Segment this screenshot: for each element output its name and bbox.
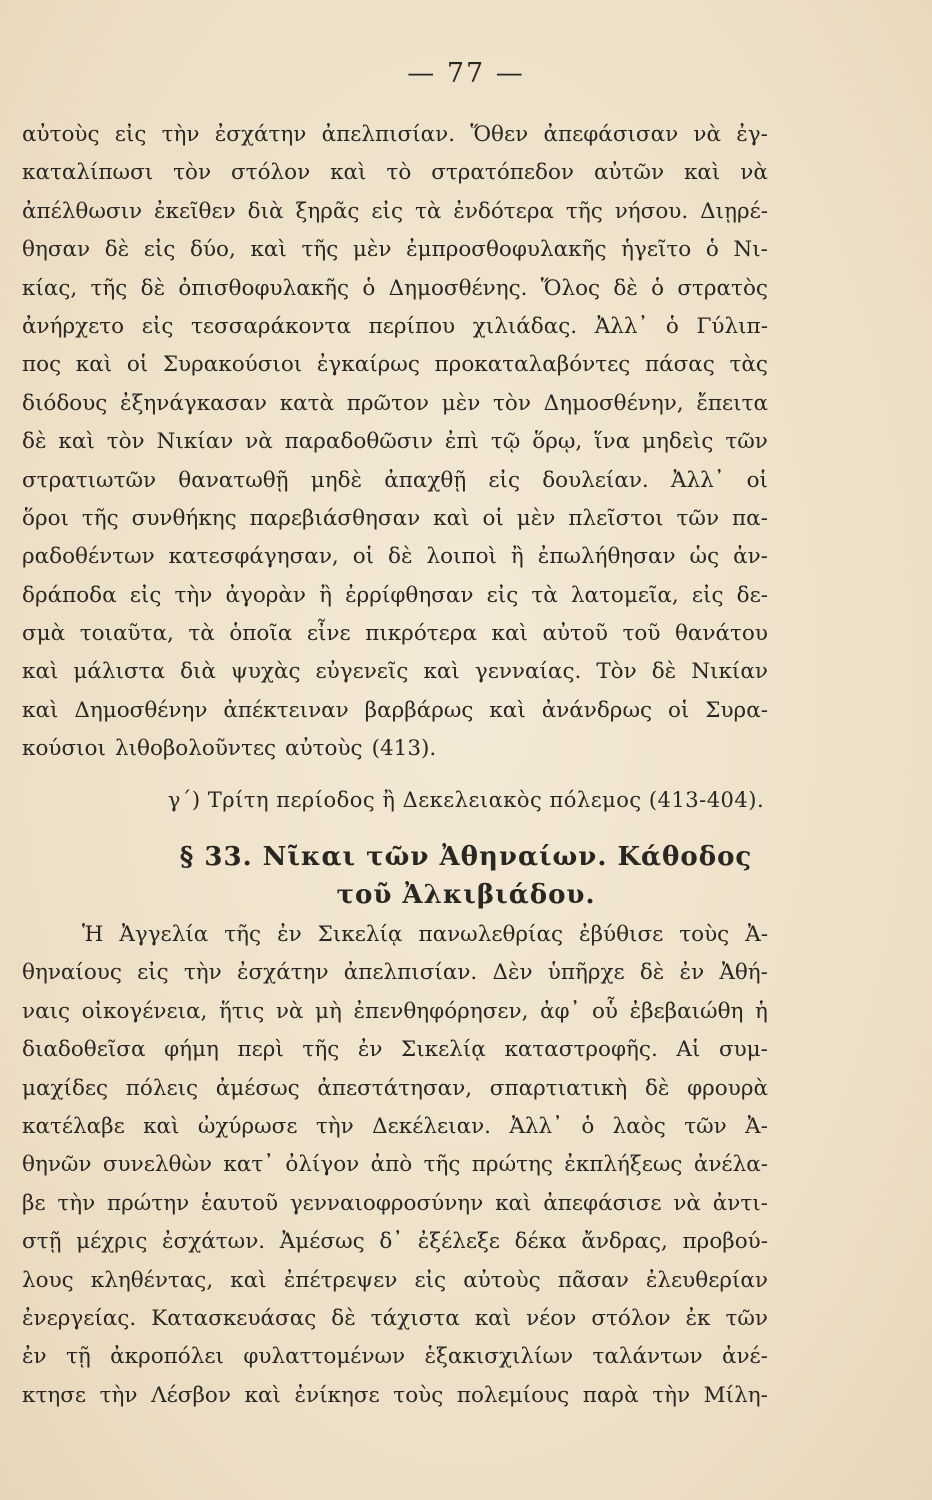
text-line: διαδοθεῖσα φήμη περὶ τῆς ἐν Σικελίᾳ καταστροφῆς. Αἱ συμ- [22, 1037, 768, 1063]
text-line: καταλίπωσι τὸν στόλον καὶ τὸ στρατόπεδον αὐτῶν καὶ νὰ [22, 160, 768, 186]
section-heading [0, 838, 932, 914]
text-line: μαχίδες πόλεις ἀμέσως ἀπεστάτησαν, σπαρτιατικὴ δὲ φρουρὰ [22, 1075, 768, 1101]
text-line: στῇ μέχρις ἐσχάτων. Ἀμέσως δ᾽ ἐξέλεξε δέκα ἄνδρας, προβού- [22, 1229, 768, 1255]
text-line: δράποδα εἰς τὴν ἀγορὰν ἢ ἐρρίφθησαν εἰς τὰ λατομεῖα, εἰς δε- [22, 582, 768, 608]
text-line: καὶ Δημοσθένην ἀπέκτειναν βαρβάρως καὶ ἀνάνδρως οἱ Συρα- [22, 697, 768, 723]
text-line: θηνῶν συνελθὼν κατ᾽ ὀλίγον ἀπὸ τῆς πρώτης ἐκπλήξεως ἀνέλα- [22, 1152, 768, 1178]
text-line: ὅροι τῆς συνθήκης παρεβιάσθησαν καὶ οἱ μὲν πλεῖστοι τῶν πα- [22, 505, 768, 531]
text-line: ἐνεργείας. Κατασκευάσας δὲ τάχιστα καὶ νέον στόλον ἐκ τῶν [22, 1305, 768, 1331]
section-heading-line-2: τοῦ Ἀλκιβιάδου. [336, 880, 596, 910]
text-line: ἀπέλθωσιν ἐκεῖθεν διὰ ξηρᾶς εἰς τὰ ἐνδότερα τῆς νήσου. Διῃρέ- [22, 198, 768, 224]
text-line: κίας, τῆς δὲ ὀπισθοφυλακῆς ὁ Δημοσθένης. Ὅλος δὲ ὁ στρατὸς [22, 275, 768, 301]
text-line: ἀνήρχετο εἰς τεσσαράκοντα περίπου χιλιάδας. Ἀλλ᾽ ὁ Γύλιπ- [22, 313, 768, 339]
text-line: σμὰ τοιαῦτα, τὰ ὁποῖα εἶνε πικρότερα καὶ αὐτοῦ τοῦ θανάτου [22, 621, 768, 647]
text-line: δὲ καὶ τὸν Νικίαν νὰ παραδοθῶσιν ἐπὶ τῷ ὅρῳ, ἵνα μηδεὶς τῶν [22, 429, 768, 455]
section-heading-line-1: § 33. Νῖκαι τῶν Ἀθηναίων. Κάθοδος [179, 842, 753, 872]
text-line: Ἡ Ἀγγελία τῆς ἐν Σικελίᾳ πανωλεθρίας ἐβύθισε τοὺς Ἀ- [82, 922, 768, 947]
paragraph-second [22, 916, 768, 1415]
text-line: θηναίους εἰς τὴν ἐσχάτην ἀπελπισίαν. Δὲν ὑπῆρχε δὲ ἐν Ἀθή- [22, 960, 768, 986]
page-number: — 77 — [407, 58, 525, 89]
text-line: αὐτοὺς εἰς τὴν ἐσχάτην ἀπελπισίαν. Ὅθεν ἀπεφάσισαν νὰ ἐγ- [22, 122, 768, 147]
text-line: θησαν δὲ εἰς δύο, καὶ τῆς μὲν ἐμπροσθοφυλακῆς ἡγεῖτο ὁ Νι- [22, 237, 768, 263]
text-line: ἐν τῇ ἀκροπόλει φυλαττομένων ἑξακισχιλίων ταλάντων ἀνέ- [22, 1344, 768, 1370]
text-line: ναις οἰκογένεια, ἥτις νὰ μὴ ἐπενθηφόρησεν, ἀφ᾽ οὗ ἐβεβαιώθη ἡ [22, 998, 768, 1024]
paragraph-first [22, 116, 768, 769]
text-line: καὶ μάλιστα διὰ ψυχὰς εὐγενεῖς καὶ γενναίας. Τὸν δὲ Νικίαν [22, 659, 768, 685]
text-line: κούσιοι λιθοβολοῦντες αὐτοὺς (413). [22, 736, 437, 762]
text-line: κατέλαβε καὶ ὠχύρωσε τὴν Δεκέλειαν. Ἀλλ᾽ ὁ λαὸς τῶν Ἀ- [22, 1113, 768, 1139]
text-line: στρατιωτῶν θανατωθῇ μηδὲ ἀπαχθῇ εἰς δουλείαν. Ἀλλ᾽ οἱ [22, 467, 768, 493]
text-line: πος καὶ οἱ Συρακούσιοι ἐγκαίρως προκαταλαβόντες πάσας τὰς [22, 352, 768, 378]
text-line: κτησε τὴν Λέσβον καὶ ἐνίκησε τοὺς πολεμίους παρὰ τὴν Μίλη- [22, 1382, 768, 1408]
text-line: βε τὴν πρώτην ἑαυτοῦ γενναιοφροσύνην καὶ ἀπεφάσισε νὰ ἀντι- [22, 1190, 768, 1216]
text-line: ραδοθέντων κατεσφάγησαν, οἱ δὲ λοιποὶ ἢ ἐπωλήθησαν ὡς ἀν- [22, 544, 768, 570]
text-line: διόδους ἐξηνάγκασαν κατὰ πρῶτον μὲν τὸν Δημοσθένην, ἔπειτα [22, 390, 768, 416]
text-line: λους κληθέντας, καὶ ἐπέτρεψεν εἰς αὐτοὺς πᾶσαν ἐλευθερίαν [22, 1267, 768, 1293]
period-subheading: γ΄) Τρίτη περίοδος ἢ Δεκελειακὸς πόλεμος (413-404). [167, 788, 765, 812]
